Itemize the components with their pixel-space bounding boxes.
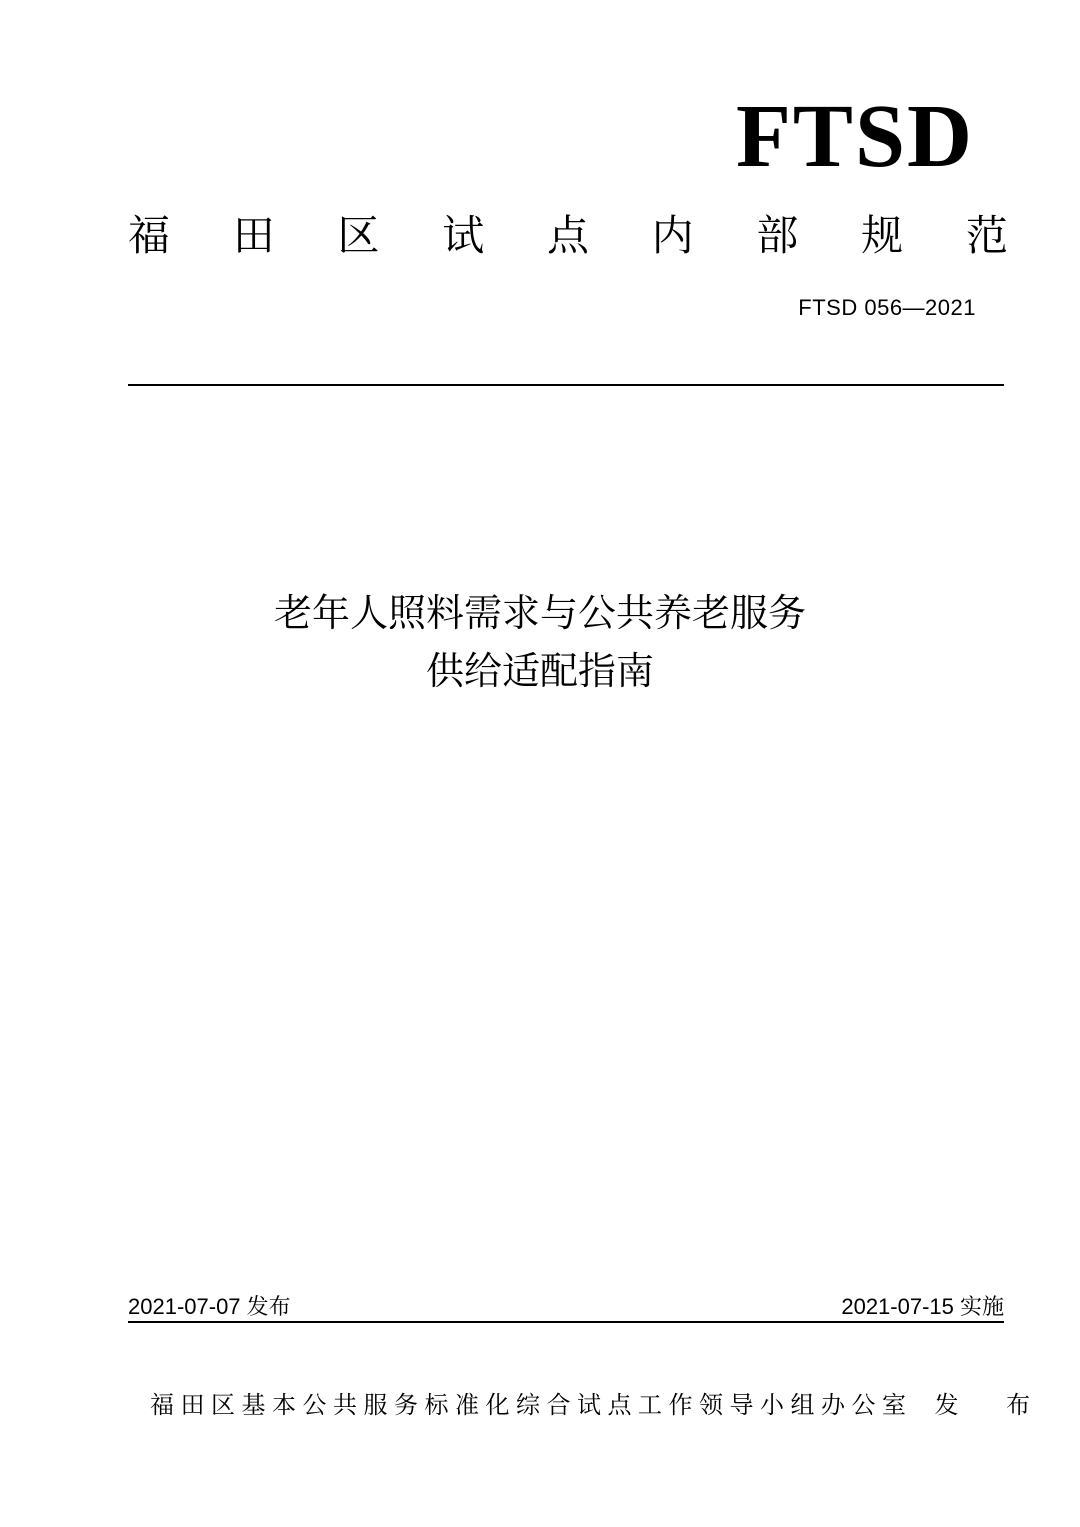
category-char: 福	[128, 211, 171, 260]
category-char: 田	[232, 211, 275, 260]
category-char: 区	[337, 211, 380, 260]
effective-date: 2021-07-15 实施	[841, 1294, 1004, 1319]
title-line-2: 供给适配指南	[425, 649, 654, 693]
publish-date: 2021-07-07 发布	[128, 1294, 291, 1319]
bottom-divider	[128, 1321, 1004, 1323]
category-char: 点	[546, 211, 589, 260]
standard-category	[128, 208, 1008, 264]
issuer-verb: 发 布	[934, 1391, 1051, 1419]
category-char: 部	[756, 211, 799, 260]
title-line-1: 老年人照料需求与公共养老服务	[273, 591, 806, 635]
standard-logo: FTSD	[735, 87, 974, 186]
category-char: 内	[651, 211, 694, 260]
issuing-authority	[150, 1389, 1051, 1421]
category-char: 规	[861, 211, 904, 260]
top-divider	[128, 384, 1004, 386]
document-title	[0, 584, 1080, 700]
category-char: 试	[442, 211, 485, 260]
document-number: FTSD 056—2021	[798, 295, 976, 320]
date-row	[128, 1293, 1004, 1321]
issuer-name: 福田区基本公共服务标准化综合试点工作领导小组办公室	[150, 1391, 913, 1419]
category-char: 范	[965, 211, 1008, 260]
